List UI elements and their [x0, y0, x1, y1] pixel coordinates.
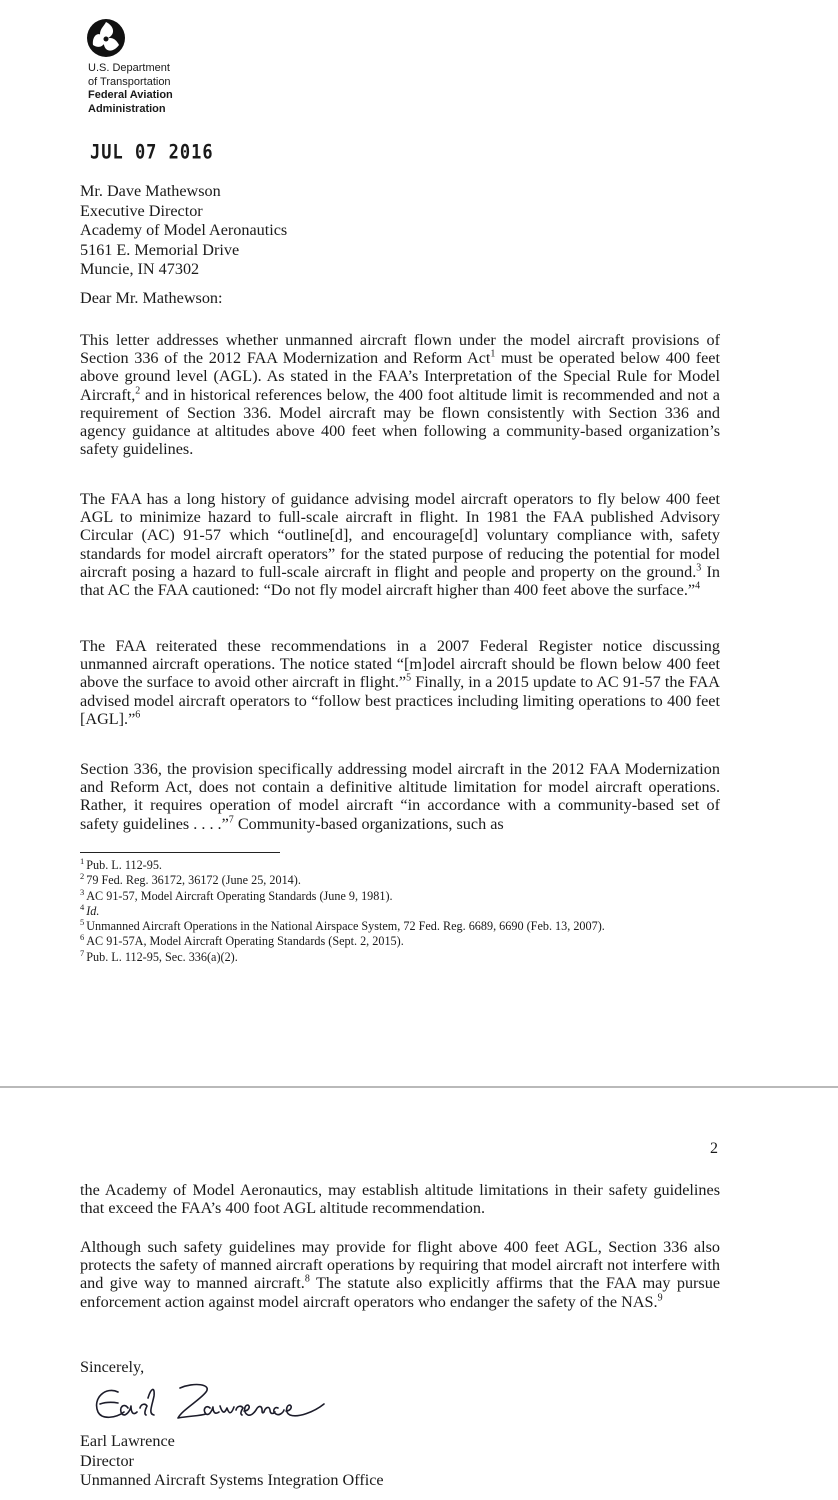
- footnote-5: [80, 919, 720, 934]
- recipient-address: [80, 182, 720, 280]
- footnote-number: 3: [80, 886, 85, 897]
- paragraph-4-text-a: Section 336, the provision specifically addressing model aircraft in the 2012 FAA Modernization and Reform Act, does not contain a definitive altitude limitation for model aircraft operations. Rather, it requires operation of model aircraft “in accordance with a community-based set of safety guidelines . . . .”: [80, 760, 720, 833]
- footnote-ref: 2: [135, 385, 141, 397]
- paragraph-6: [80, 1238, 720, 1311]
- paragraph-3-text-b: Finally, in a 2015 update to AC 91-57 the FAA advised model aircraft operators to “follow best practices including limiting operations to 400 feet [AGL].”: [80, 673, 720, 728]
- handwritten-signature: [84, 1378, 344, 1428]
- footnote-ref: 7: [228, 814, 234, 826]
- recipient-city: Muncie, IN 47302: [80, 260, 200, 278]
- paragraph-2-text-a: The FAA has a long history of guidance advising model aircraft operators to fly below 400 feet AGL to minimize hazard to full-scale aircraft in flight. In 1981 the FAA published Advisory Circular (AC) 91-57 which “outline[d], and encourage[d] voluntary compliance with, safety standards for model aircraft operators” for the stated purpose of reducing the potential for model aircraft posing a hazard to full-scale aircraft in flight and people and property on the ground.: [80, 490, 720, 581]
- signer-name: Earl Lawrence: [80, 1432, 175, 1450]
- signer-title: Director: [80, 1451, 134, 1470]
- footnote-text: 79 Fed. Reg. 36172, 36172 (June 25, 2014).: [86, 873, 301, 888]
- footnote-ref: 8: [304, 1274, 310, 1286]
- dept-line-1: U.S. Department: [88, 62, 170, 74]
- paragraph-2: [80, 490, 720, 599]
- paragraph-1-text-b: must be operated below 400 feet above ground level (AGL). As stated in the FAA’s Interpretation of the Special Rule for Model Aircraft,: [80, 349, 720, 404]
- footnote-number: 2: [80, 871, 85, 882]
- date-stamp: JUL 07 2016: [90, 141, 214, 164]
- paragraph-3-text-a: The FAA reiterated these recommendations in a 2007 Federal Register notice discussing unmanned aircraft operations. The notice stated “[m]odel aircraft should be flown below 400 feet above the surface to avoid other aircraft in flight.”: [80, 637, 720, 692]
- signer-office: Unmanned Aircraft Systems Integration Office: [80, 1471, 384, 1489]
- footnote-4: [80, 901, 720, 919]
- footnote-divider: [80, 852, 280, 853]
- recipient-title: Executive Director: [80, 201, 203, 220]
- footnote-ref: 6: [135, 709, 141, 721]
- paragraph-1-text-a: This letter addresses whether unmanned aircraft flown under the model aircraft provisions of Section 336 of the 2012 FAA Modernization and Reform Act: [80, 331, 720, 368]
- footnote-text: Unmanned Aircraft Operations in the National Airspace System, 72 Fed. Reg. 6689, 6690 (Feb. 13, 2007).: [86, 919, 605, 934]
- paragraph-1: [80, 331, 720, 458]
- paragraph-4-text-b: Community-based organizations, such as: [233, 814, 504, 833]
- footnote-text: AC 91-57, Model Aircraft Operating Standards (June 9, 1981).: [86, 888, 393, 903]
- footnote-number: 5: [80, 917, 85, 928]
- paragraph-2-text-b: In that AC the FAA cautioned: “Do not fly model aircraft higher than 400 feet above the surface.”: [80, 562, 720, 600]
- footnote-7: [80, 947, 720, 965]
- footnote-text: AC 91-57A, Model Aircraft Operating Standards (Sept. 2, 2015).: [86, 934, 404, 949]
- recipient-name: Mr. Dave Mathewson: [80, 182, 221, 200]
- footnote-ref: 3: [696, 562, 702, 574]
- footnote-text: Pub. L. 112-95, Sec. 336(a)(2).: [86, 949, 238, 964]
- recipient-org: Academy of Model Aeronautics: [80, 221, 288, 239]
- signature-block: [80, 1432, 720, 1491]
- agency-line-1: Federal Aviation: [88, 89, 173, 101]
- footnotes: [80, 855, 720, 965]
- dot-triskelion-logo-icon: [86, 18, 126, 58]
- footnote-number: 1: [80, 855, 85, 866]
- footnote-6: [80, 934, 720, 949]
- paragraph-6-text-a: Although such safety guidelines may provide for flight above 400 feet AGL, Section 336 also protects the safety of manned aircraft operations by requiring that model aircraft not interfere with and give way to manned aircraft.: [80, 1238, 720, 1293]
- paragraph-6-text-b: The statute also explicitly affirms that the FAA may pursue enforcement action against model aircraft operators who endanger the safety of the NAS.: [80, 1274, 721, 1311]
- footnote-ref: 9: [657, 1292, 663, 1304]
- recipient-street: 5161 E. Memorial Drive: [80, 240, 240, 259]
- page-number: 2: [710, 1140, 718, 1157]
- footnote-ref: 4: [695, 580, 701, 592]
- letter-page-2: [0, 1093, 838, 1500]
- footnote-text: Pub. L. 112-95.: [86, 858, 162, 872]
- footnote-1: [80, 855, 720, 873]
- footnote-3: [80, 886, 720, 904]
- salutation: Dear Mr. Mathewson:: [80, 289, 223, 307]
- page-separator: [0, 1086, 838, 1088]
- footnote-ref: 5: [406, 673, 412, 685]
- footnote-2: [80, 873, 720, 888]
- footnote-text: Id.: [86, 903, 100, 918]
- footnote-number: 6: [80, 932, 85, 943]
- footnote-ref: 1: [490, 348, 496, 360]
- paragraph-5: the Academy of Model Aeronautics, may establish altitude limitations in their safety guidelines that exceed the FAA’s 400 foot AGL altitude recommendation.: [80, 1181, 720, 1218]
- dept-line-2: of Transportation: [88, 75, 171, 88]
- paragraph-1-text-c: and in historical references below, the 400 foot altitude limit is recommended and not a requirement of Section 336. Model aircraft may be flown consistently with Section 336 and agency guidance at altitudes above 400 feet when following a community-based organization’s safety guidelines.: [80, 385, 720, 459]
- paragraph-3: [80, 637, 720, 728]
- department-header: [88, 62, 173, 116]
- footnote-number: 4: [80, 901, 85, 912]
- closing: Sincerely,: [80, 1358, 145, 1376]
- footnote-number: 7: [80, 947, 85, 958]
- agency-line-2: Administration: [88, 102, 166, 115]
- paragraph-4: [80, 760, 720, 833]
